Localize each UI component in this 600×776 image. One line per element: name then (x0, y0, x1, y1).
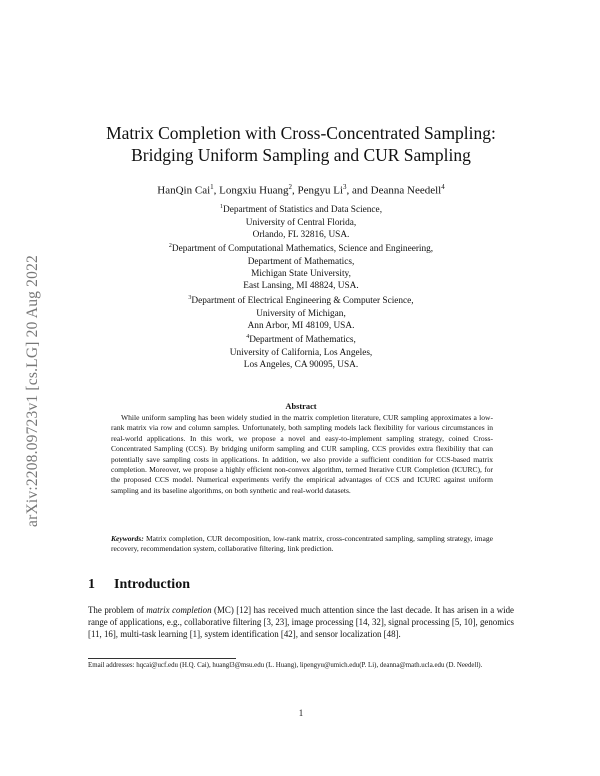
affiliation-1 (88, 201, 514, 241)
affiliation-line: East Lansing, MI 48824, USA. (243, 281, 359, 292)
keywords-label: Keywords: (111, 534, 144, 543)
introduction-paragraph (88, 605, 514, 641)
abstract-heading: Abstract (285, 402, 317, 411)
footnote-email-addresses: Email addresses: hqcai@ucf.edu (H.Q. Cai), huangl3@msu.edu (L. Huang), lipengyu@umich.edu(P. Li), deanna@math.ucla.edu (D. Needell). (88, 662, 483, 669)
affiliation-line: Los Angeles, CA 90095, USA. (243, 359, 359, 370)
arxiv-sidebar (22, 188, 44, 594)
section-number: 1 (88, 577, 95, 592)
arxiv-identifier: arXiv:2208.09723v1 [cs.LG] 20 Aug 2022 (24, 255, 41, 527)
intro-text-rest: (MC) [12] has received much attention since the last decade. It has arisen in a wide range of applications, e.g., collaborative filtering [3, 23], image processing [14, 32], signal processing [5, 10], genomics [11, 16], multi-task learning [1], system identification [42], and sensor localization [48]. (88, 605, 514, 639)
section-title: Introduction (114, 577, 190, 592)
affiliation-line: Department of Electrical Engineering & Computer Science, (191, 296, 414, 307)
affiliation-line: Department of Computational Mathematics, Science and Engineering, (171, 244, 434, 255)
page-number: 1 (298, 708, 304, 718)
abstract-body: While uniform sampling has been widely studied in the matrix completion literature, CUR sampling approximates a low-rank matrix via row and column samples. Unfortunately, both sampling models lack flexibility for various circumstances in real-world applications. In this work, we propose a novel and easy-to-implement sampling strategy, coined Cross-Concentrated Sampling (CCS). By bridging uniform sampling and CUR sampling, CCS provides extra flexibility that can potentially save sampling costs in applications. In addition, we also provide a sufficient condition for CCS-based matrix completion. Moreover, we propose a highly efficient non-convex algorithm, termed Iterative CUR Completion (ICURC), for the proposed CCS model. Numerical experiments verify the empirical advantages of CCS and ICURC against uniform sampling and its baseline algorithms, on both synthetic and real-world datasets. (111, 413, 493, 495)
author-affiliation-mark: 2 (288, 183, 292, 191)
affiliation-line: University of Michigan, (256, 308, 346, 319)
paper-title (88, 122, 514, 166)
affiliation-4 (88, 331, 514, 371)
author-separator: , (292, 184, 298, 197)
author-affiliation-mark: 3 (343, 183, 347, 191)
affiliation-3 (88, 292, 514, 332)
affiliation-mark: 4 (246, 334, 250, 340)
author-list (88, 180, 514, 198)
section-heading-introduction (88, 577, 190, 593)
affiliation-line: University of Central Florida, (245, 217, 357, 228)
keywords (111, 534, 493, 555)
paper-title-line-1: Matrix Completion with Cross-Concentrated Sampling: (106, 123, 496, 143)
affiliation-mark: 2 (168, 243, 172, 249)
author-name: Deanna Needell (370, 184, 442, 197)
affiliation-line: Michigan State University, (251, 268, 351, 279)
intro-text-start: The problem of (88, 605, 147, 615)
affiliation-line: Ann Arbor, MI 48109, USA. (247, 320, 355, 331)
author-name: Longxiu Huang (219, 184, 289, 197)
author-separator: , (213, 184, 220, 197)
affiliation-2 (88, 240, 514, 293)
affiliation-mark: 1 (219, 204, 223, 210)
affiliation-line: Department of Mathematics, (249, 335, 356, 346)
intro-emphasis: matrix completion (146, 605, 212, 615)
paper-title-line-2: Bridging Uniform Sampling and CUR Sampling (131, 145, 471, 165)
author-name: HanQin Cai (157, 184, 211, 197)
affiliation-line: University of California, Los Angeles, (229, 347, 373, 358)
author-affiliation-mark: 4 (441, 183, 445, 191)
affiliation-line: Department of Mathematics, (247, 256, 355, 267)
author-affiliation-mark: 1 (210, 183, 214, 191)
footnote-rule (88, 658, 236, 659)
affiliation-line: Orlando, FL 32816, USA. (252, 229, 350, 240)
affiliation-mark: 3 (188, 295, 192, 301)
keywords-text: Matrix completion, CUR decomposition, low-rank matrix, cross-concentrated sampling, sampling strategy, image recovery, recommendation system, collaborative filtering, link prediction. (111, 534, 493, 554)
author-name: Pengyu Li (297, 184, 344, 197)
author-separator: , and (346, 184, 371, 197)
affiliation-line: Department of Statistics and Data Science, (222, 205, 383, 216)
